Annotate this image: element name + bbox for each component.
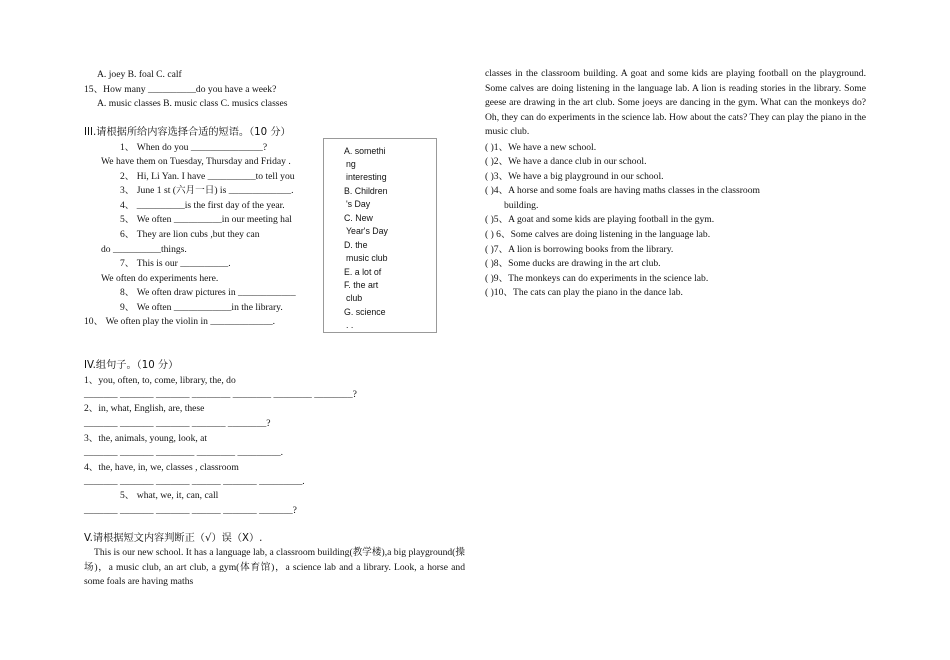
q14-options: A. joey B. foal C. calf [97,69,182,80]
section5-title: V.请根据短文内容判断正（√）误（X）. [84,533,263,544]
s3-line: 1、 When do you _______________? [120,142,268,153]
s3-line: 3、 June 1 st (六月一日) is _____________. [120,185,294,196]
judgment-item: ( )10、The cats can play the piano in the dance lab. [485,287,683,298]
option-a: A. somethi [344,146,386,156]
s3-line: 4、 __________is the first day of the year. [120,200,285,211]
option-b-cont: 's Day [346,199,371,209]
s3-line: We often do experiments here. [101,273,219,284]
section4-title: IV.组句子。（10 分） [84,360,179,371]
judgment-item: ( )1、We have a new school. [485,142,597,153]
judgment-item: ( )8、Some ducks are drawing in the art club. [485,258,661,269]
s3-line: We have them on Tuesday, Thursday and Friday . [101,156,291,167]
s5-paragraph-cont: classes in the classroom building. A goat and some kids are playing football on the playground. Some calves are doing listening in the language lab. A lion is reading stories in the library. Some geese are drawing in the art club. Some joeys are dancing in the gym. What can the monkeys do? Oh, they can do experiments in the science lab. How about the cats? They can play the piano in the music club. [485,68,866,138]
s3-line: 2、 Hi, Li Yan. I have __________to tell you [120,171,295,182]
s4-blank-line: _______ _______ _______ ________ ________ ________ ________? [84,389,357,400]
option-g: G. science [344,307,386,317]
s4-blank-line: _______ _______ _______ ______ _______ _________. [84,476,305,487]
option-d: D. the [344,240,368,250]
option-a-cont: interesting [346,172,387,182]
s3-line: 6、 They are lion cubs ,but they can [120,229,260,240]
option-c-cont: Year's Day [346,226,388,236]
s4-line: 4、the, have, in, we, classes , classroom [84,462,239,473]
section3-title: III.请根据所给内容选择合适的短语。（10 分） [84,127,291,138]
s4-line: 2、in, what, English, are, these [84,403,205,414]
s4-line: 5、 what, we, it, can, call [120,490,219,501]
judgment-item: ( )7、A lion is borrowing books from the library. [485,244,674,255]
s4-blank-line: _______ _______ ________ ________ _________. [84,447,284,458]
s3-line: 10、 We often play the violin in _____________. [84,316,276,327]
s3-line: 9、 We often ____________in the library. [120,302,283,313]
judgment-item: ( )5、A goat and some kids are playing football in the gym. [485,214,715,225]
option-f-cont: club [346,293,363,303]
options-box [323,138,437,333]
q15-question: 15、How many __________do you have a week? [84,84,277,95]
judgment-item: ( )4、A horse and some foals are having maths classes in the classroom [485,185,760,196]
s5-paragraph: This is our new school. It has a language lab, a classroom building(教学楼),a big playground(操场)，a music club, an art club, a gym(体育馆)，a science lab and a library. Look, a horse and some foals are having maths [84,547,465,588]
s3-line: 7、 This is our __________. [120,258,231,269]
q15-options: A. music classes B. music class C. musics classes [97,98,288,109]
option-g-cont: . . [346,320,354,330]
option-b: B. Children [344,186,388,196]
option-a-cont: ng [346,159,356,169]
option-d-cont: music club [346,253,388,263]
s4-blank-line: _______ _______ _______ _______ ________? [84,418,271,429]
option-e: E. a lot of [344,267,382,277]
judgment-item: ( )9、The monkeys can do experiments in the science lab. [485,273,709,284]
judgment-item: ( )2、We have a dance club in our school. [485,156,647,167]
s3-line: 5、 We often __________in our meeting hal [120,214,292,225]
s4-line: 1、you, often, to, come, library, the, do [84,375,236,386]
s4-blank-line: _______ _______ _______ ______ _______ _______? [84,505,297,516]
judgment-item: ( )3、We have a big playground in our school. [485,171,664,182]
option-f: F. the art [344,280,379,290]
s3-line: 8、 We often draw pictures in ____________ [120,287,296,298]
option-c: C. New [344,213,373,223]
s4-line: 3、the, animals, young, look, at [84,433,208,444]
judgment-item: ( ) 6、Some calves are doing listening in the language lab. [485,229,711,240]
s3-line: do __________things. [101,244,187,255]
judgment-item-cont: building. [504,200,539,211]
